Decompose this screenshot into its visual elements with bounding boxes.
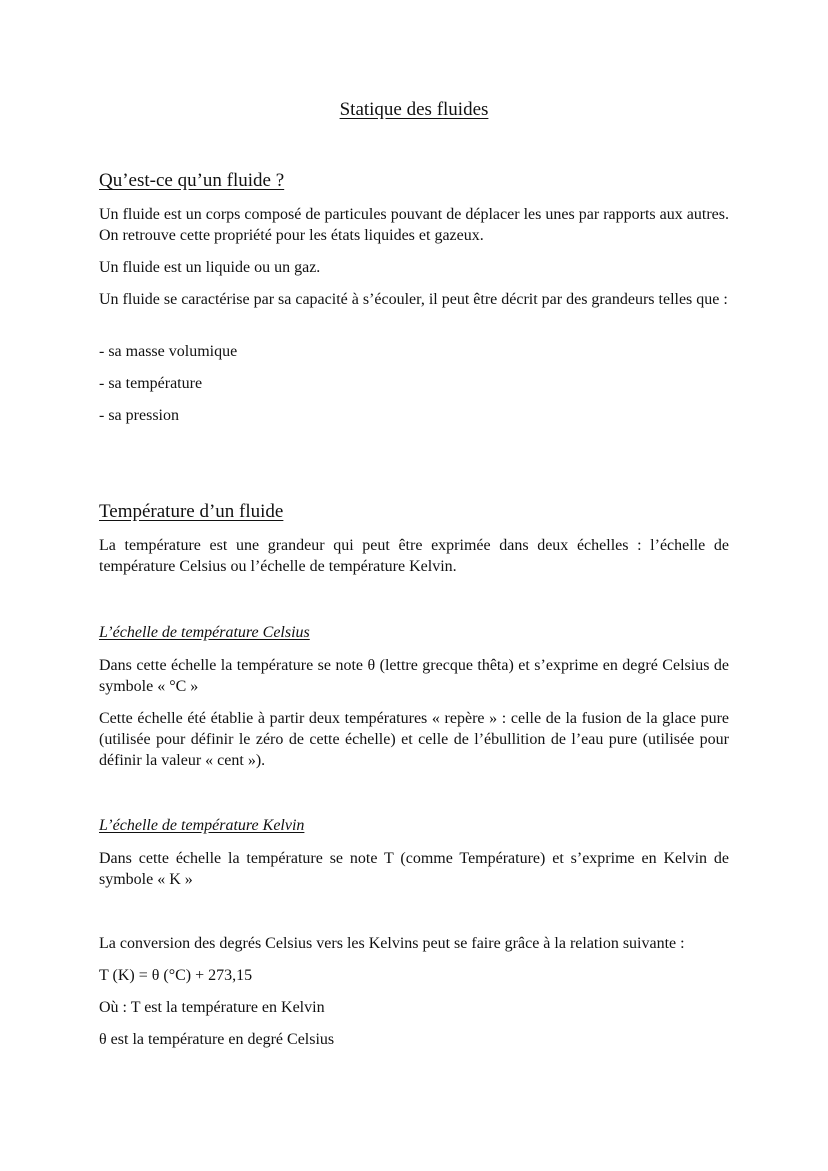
- conversion-where-t: Où : T est la température en Kelvin: [99, 999, 325, 1016]
- paragraph: Dans cette échelle la température se note θ (lettre grecque thêta) et s’exprime en degré Celsius de symbole « °C »: [99, 657, 729, 695]
- section-heading-fluide: Qu’est-ce qu’un fluide ?: [99, 170, 285, 191]
- page-title: Statique des fluides: [339, 99, 489, 120]
- subsection-heading-kelvin: L’échelle de température Kelvin: [99, 817, 305, 834]
- section-heading-temperature: Température d’un fluide: [99, 501, 284, 522]
- list-item: - sa pression: [99, 407, 179, 424]
- subsection-heading-celsius: L’échelle de température Celsius: [99, 624, 310, 641]
- paragraph: Dans cette échelle la température se note T (comme Température) et s’exprime en Kelvin de symbole « K »: [99, 850, 729, 888]
- paragraph: Un fluide se caractérise par sa capacité à s’écouler, il peut être décrit par des grandeurs telles que :: [99, 291, 728, 308]
- paragraph: Un fluide est un liquide ou un gaz.: [99, 259, 321, 276]
- conversion-formula: T (K) = θ (°C) + 273,15: [99, 967, 253, 984]
- conversion-where-theta: θ est la température en degré Celsius: [99, 1031, 335, 1048]
- conversion-intro: La conversion des degrés Celsius vers les Kelvins peut se faire grâce à la relation suivante :: [99, 935, 685, 952]
- paragraph: La température est une grandeur qui peut être exprimée dans deux échelles : l’échelle de température Celsius ou l’échelle de température Kelvin.: [99, 537, 729, 575]
- list-item: - sa température: [99, 375, 203, 392]
- list-item: - sa masse volumique: [99, 343, 238, 360]
- paragraph: Cette échelle été établie à partir deux températures « repère » : celle de la fusion de la glace pure (utilisée pour définir le zéro de cette échelle) et celle de l’ébullition de l’eau pure (utilisée pour définir la valeur « cent »).: [99, 710, 729, 769]
- paragraph: Un fluide est un corps composé de particules pouvant de déplacer les unes par rapports aux autres. On retrouve cette propriété pour les états liquides et gazeux.: [99, 206, 729, 244]
